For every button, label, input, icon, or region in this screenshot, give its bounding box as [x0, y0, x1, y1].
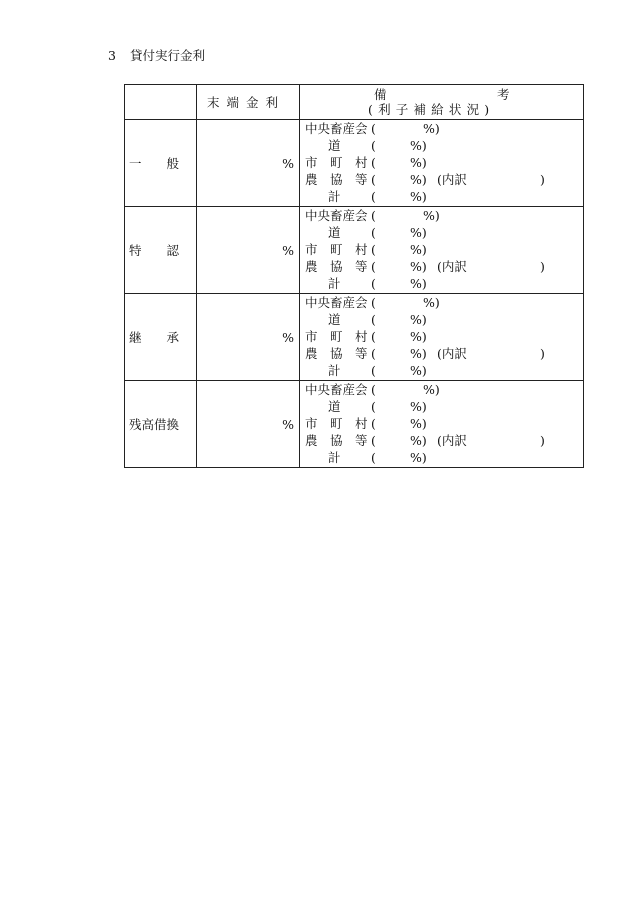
coop-line: 農 協 等 ( %) (内訳 ) [305, 172, 545, 187]
breakdown-close: ) [540, 172, 545, 187]
loan-rate-table [124, 84, 584, 468]
prefecture-line: 道 ( %) [328, 138, 427, 153]
prefecture-line: 道 ( %) [328, 399, 427, 414]
coop-label: 農 協 等 [305, 346, 368, 361]
category-cell: 残高借換 [125, 381, 197, 468]
header-remarks-sub: (利子補給状況) [368, 102, 495, 117]
section-number: 3 [108, 48, 116, 63]
coop-label: 農 協 等 [305, 259, 368, 274]
central-line: 中央畜産会 ( %) [305, 382, 440, 397]
category-cell: 特 認 [125, 207, 197, 294]
remarks-cell [300, 120, 584, 207]
central-label: 中央畜産会 [305, 121, 368, 136]
table-header-row [125, 85, 584, 120]
central-line: 中央畜産会 ( %) [305, 121, 440, 136]
breakdown-close: ) [540, 259, 545, 274]
rate-cell: % [197, 207, 300, 294]
total-line: 計 ( %) [328, 450, 427, 465]
municipality-line: 市 町 村 ( %) [305, 329, 427, 344]
central-line: 中央畜産会 ( %) [305, 295, 440, 310]
breakdown-open: (内訳 [437, 259, 467, 274]
breakdown-open: (内訳 [437, 433, 467, 448]
central-label: 中央畜産会 [305, 382, 368, 397]
header-remarks-cell [300, 85, 584, 120]
central-line: 中央畜産会 ( %) [305, 208, 440, 223]
total-label: 計 [328, 450, 341, 465]
remarks-cell [300, 294, 584, 381]
total-line: 計 ( %) [328, 276, 427, 291]
header-remarks-right: 考 [497, 87, 510, 102]
table-row [125, 207, 584, 294]
prefecture-label: 道 [328, 312, 341, 327]
total-label: 計 [328, 189, 341, 204]
central-label: 中央畜産会 [305, 208, 368, 223]
rate-cell: % [197, 294, 300, 381]
coop-label: 農 協 等 [305, 172, 368, 187]
prefecture-line: 道 ( %) [328, 312, 427, 327]
central-label: 中央畜産会 [305, 295, 368, 310]
coop-line: 農 協 等 ( %) (内訳 ) [305, 433, 545, 448]
breakdown-close: ) [540, 433, 545, 448]
category-cell: 継 承 [125, 294, 197, 381]
table-row [125, 120, 584, 207]
coop-line: 農 協 等 ( %) (内訳 ) [305, 259, 545, 274]
coop-label: 農 協 等 [305, 433, 368, 448]
total-label: 計 [328, 276, 341, 291]
breakdown-close: ) [540, 346, 545, 361]
municipality-line: 市 町 村 ( %) [305, 155, 427, 170]
municipality-line: 市 町 村 ( %) [305, 416, 427, 431]
rate-cell: % [197, 381, 300, 468]
section-title: 貸付実行金利 [129, 48, 205, 63]
municipality-label: 市 町 村 [305, 242, 368, 257]
total-line: 計 ( %) [328, 189, 427, 204]
remarks-cell [300, 381, 584, 468]
municipality-label: 市 町 村 [305, 329, 368, 344]
municipality-label: 市 町 村 [305, 416, 368, 431]
table-row [125, 381, 584, 468]
total-label: 計 [328, 363, 341, 378]
breakdown-open: (内訳 [437, 172, 467, 187]
coop-line: 農 協 等 ( %) (内訳 ) [305, 346, 545, 361]
municipality-line: 市 町 村 ( %) [305, 242, 427, 257]
total-line: 計 ( %) [328, 363, 427, 378]
breakdown-open: (内訳 [437, 346, 467, 361]
category-cell: 一 般 [125, 120, 197, 207]
header-category-cell [125, 85, 197, 120]
section-heading [108, 48, 205, 64]
prefecture-label: 道 [328, 138, 341, 153]
rate-cell: % [197, 120, 300, 207]
remarks-cell [300, 207, 584, 294]
header-rate-cell: 末端金利 [197, 85, 300, 120]
municipality-label: 市 町 村 [305, 155, 368, 170]
prefecture-label: 道 [328, 399, 341, 414]
table-row [125, 294, 584, 381]
prefecture-label: 道 [328, 225, 341, 240]
header-remarks-left: 備 [374, 87, 387, 102]
prefecture-line: 道 ( %) [328, 225, 427, 240]
